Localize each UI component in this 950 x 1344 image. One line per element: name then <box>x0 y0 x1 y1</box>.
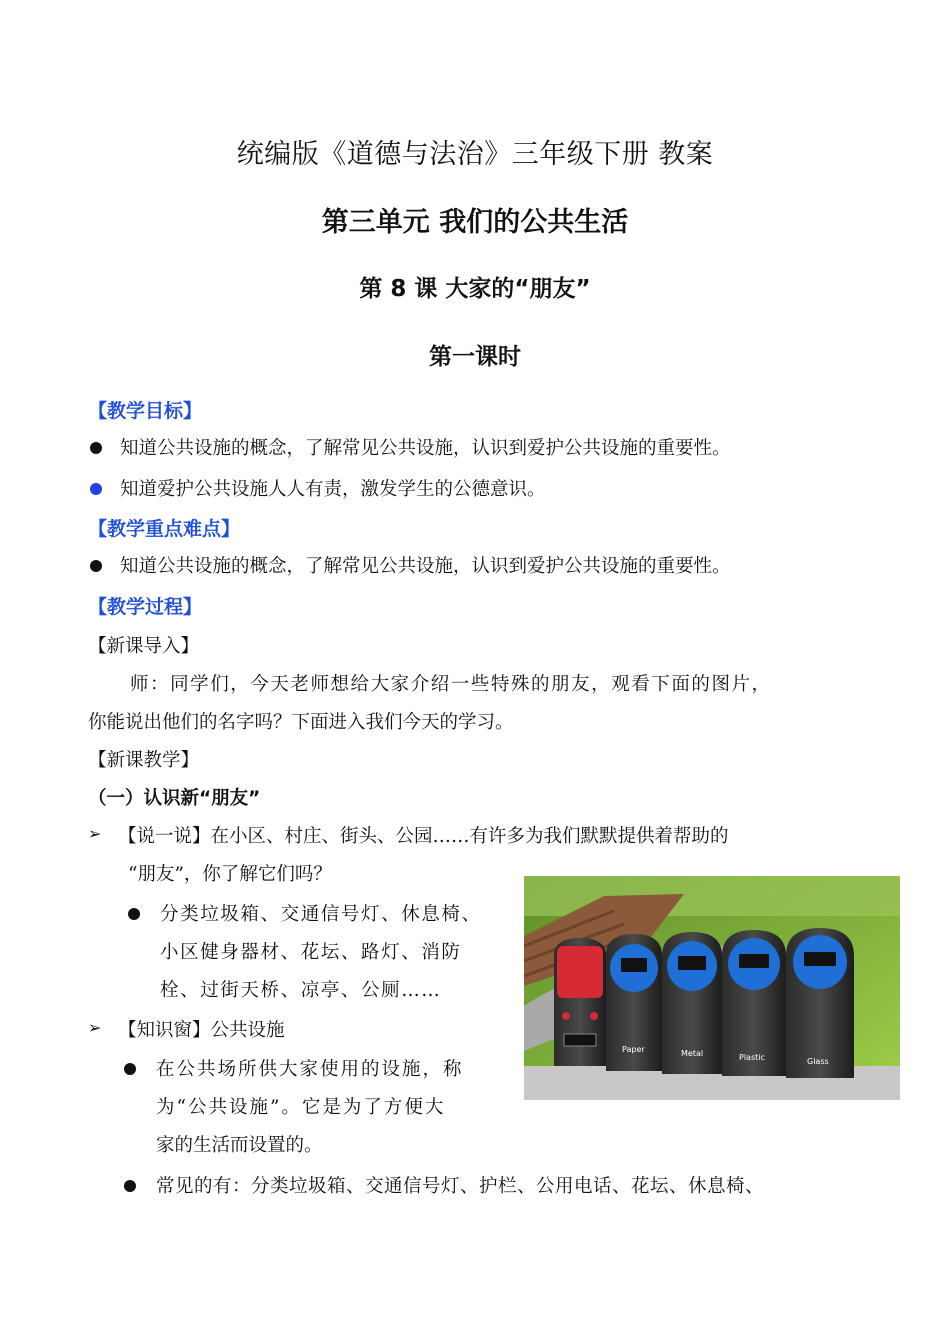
intro-line-1: 师：同学们，今天老师想给大家介绍一些特殊的朋友，观看下面的图片， <box>130 674 772 695</box>
bin-label-paper: Paper <box>622 1045 645 1054</box>
intro-label: 【新课导入】 <box>88 636 200 657</box>
bullet-icon <box>90 483 102 495</box>
bullet-icon <box>90 442 102 454</box>
period-title: 第一课时 <box>429 344 521 370</box>
goals-heading: 【教学目标】 <box>88 400 203 422</box>
facility-list-line-2: 小区健身器材、花坛、路灯、消防 <box>160 942 462 963</box>
lesson-title: 第 8 课 大家的“朋友” <box>359 276 591 302</box>
knowledge-label: 【知识窗】公共设施 <box>118 1020 285 1041</box>
goal-item-2: 知道爱护公共设施人人有责，激发学生的公德意识。 <box>120 479 546 500</box>
recycling-bins-photo <box>524 876 900 1100</box>
facility-list-line-3: 栓、过街天桥、凉亭、公厕…… <box>160 980 442 1001</box>
definition-line-2: 为“公共设施”。它是为了方便大 <box>156 1097 446 1118</box>
teach-label: 【新课教学】 <box>88 750 200 771</box>
bin-label-plastic: Plastic <box>739 1053 765 1062</box>
say-line-2: “朋友”，你了解它们吗？ <box>128 864 332 885</box>
intro-line-2: 你能说出他们的名字吗？下面进入我们今天的学习。 <box>88 712 514 733</box>
key-points-heading: 【教学重点难点】 <box>88 518 241 540</box>
arrow-bullet-icon: ➢ <box>88 1018 102 1037</box>
section-1-heading: （一）认识新“朋友” <box>88 788 261 809</box>
unit-title: 第三单元 我们的公共生活 <box>321 207 629 238</box>
bin-label-metal: Metal <box>681 1049 704 1058</box>
definition-line-1: 在公共场所供大家使用的设施，称 <box>156 1059 464 1080</box>
facility-list-line-1: 分类垃圾箱、交通信号灯、休息椅、 <box>160 904 482 925</box>
key-point-item: 知道公共设施的概念，了解常见公共设施，认识到爱护公共设施的重要性。 <box>120 556 731 577</box>
bullet-icon <box>124 1180 136 1192</box>
bullet-icon <box>90 560 102 572</box>
bin-label-glass: Glass <box>807 1057 829 1066</box>
definition-line-3: 家的生活而设置的。 <box>156 1135 323 1156</box>
say-line-1: 【说一说】在小区、村庄、街头、公园……有许多为我们默默提供着帮助的 <box>118 826 729 847</box>
document-title: 统编版《道德与法治》三年级下册 教案 <box>236 139 714 170</box>
common-facilities-line: 常见的有：分类垃圾箱、交通信号灯、护栏、公用电话、花坛、休息椅、 <box>156 1176 765 1197</box>
arrow-bullet-icon: ➢ <box>88 824 102 843</box>
bullet-icon <box>128 908 140 920</box>
bullet-icon <box>124 1063 136 1075</box>
process-heading: 【教学过程】 <box>88 596 203 618</box>
goal-item-1: 知道公共设施的概念，了解常见公共设施，认识到爱护公共设施的重要性。 <box>120 438 731 459</box>
